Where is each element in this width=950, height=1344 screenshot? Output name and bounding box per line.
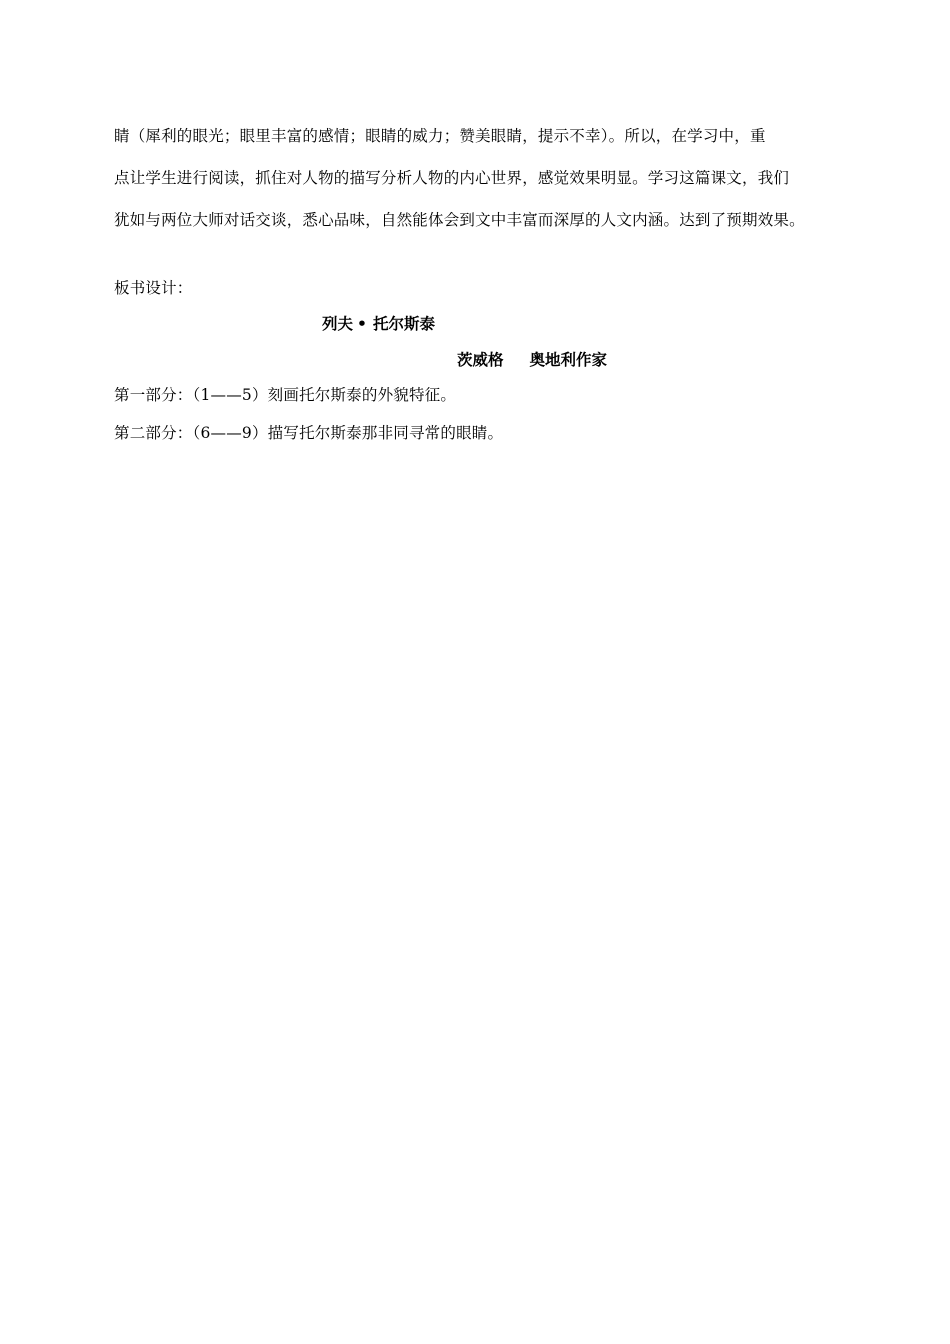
reflection-line-1: 睛（犀利的眼光；眼里丰富的感情；眼睛的威力；赞美眼睛，提示不幸）。所以，在学习中，重 xyxy=(114,127,766,145)
board-design-label: 板书设计： xyxy=(114,279,193,297)
board-author-desc: 奥地利作家 xyxy=(529,351,608,369)
reflection-line-3: 犹如与两位大师对话交谈，悉心品味，自然能体会到文中丰富而深厚的人文内涵。达到了预期效果。 xyxy=(114,211,805,229)
board-author-name: 茨威格 xyxy=(457,351,504,369)
board-title xyxy=(322,314,435,334)
board-title-dot: • xyxy=(357,315,367,333)
reflection-line-2: 点让学生进行阅读，抓住对人物的描写分析人物的内心世界，感觉效果明显。学习这篇课文，我们 xyxy=(114,169,790,187)
board-section-2: 第二部分：（6——9）描写托尔斯泰那非同寻常的眼睛。 xyxy=(114,424,504,442)
board-author xyxy=(457,350,607,370)
board-title-part2: 托尔斯泰 xyxy=(372,315,435,333)
board-title-part1: 列夫 xyxy=(322,315,354,333)
board-section-1: 第一部分：（1——5）刻画托尔斯泰的外貌特征。 xyxy=(114,386,457,404)
